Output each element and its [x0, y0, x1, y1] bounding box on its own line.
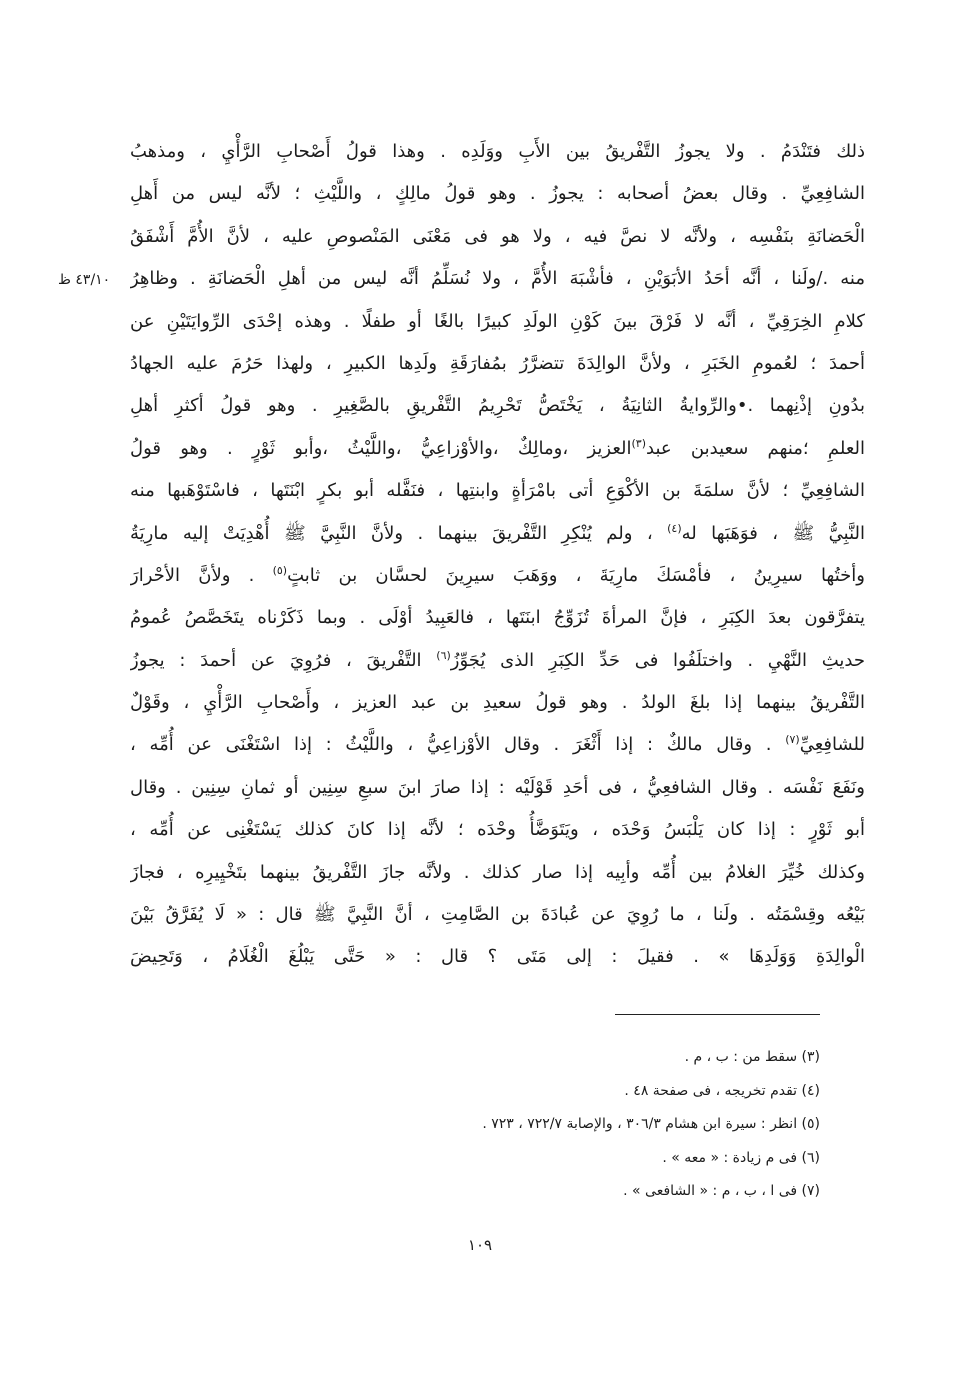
text-line: [130, 513, 865, 555]
text-line: [130, 216, 865, 258]
footnotes: [260, 1041, 820, 1209]
text-line: [130, 385, 865, 427]
line-text: حديثِ النَّهْيِ . واختلَفُوا فى حَدِّ الكِبَرِ الذى يُجَوِّزُ: [450, 649, 865, 671]
line-text: وكذلك خُيِّرَ الغلامُ بين أُمِّه وأبِيه إذا صار كذلك . ولأنَّه جازَ التَّفْريقُ بينهما بتَخْيِيرِه ، فجازَ: [130, 861, 865, 883]
page-number: ١٠٩: [467, 1236, 493, 1254]
text-line: [130, 894, 865, 936]
line-text: للشافِعِيِّ: [799, 734, 865, 756]
text-line: [130, 597, 865, 639]
margin-note: ٤٣/١٠ ظ: [58, 272, 111, 288]
text-line: [130, 428, 865, 470]
line-text: أحمدَ ؛ لعُمومِ الخَبَرِ ، ولأنَّ الوالِدَةَ تتضرَّرُ بمُفارَقَةِ ولَدِها الكبيرِ ، ولهذا حَرُمَ عليه الجهادُ: [130, 352, 865, 374]
text-line: [130, 682, 865, 724]
main-text-block: [130, 131, 865, 979]
text-line: [130, 852, 865, 894]
text-line: [130, 131, 865, 173]
text-line: [130, 343, 865, 385]
footnote: (٣) سقط من : ب ، م .: [684, 1049, 820, 1065]
line-text: يتفرَّقون بعدَ الكِبَرِ ، فإنَّ المرأةَ تُزَوِّجُ ابنَتَها ، فالعَبِيدُ أوْلَى . وبما ذَكَرْناه يتَخَصَّصُ عُمومُ: [130, 607, 865, 629]
line-text: ، ولم يُنْكِرِ التَّفْريقَ بينهما . ولأنَّ النَّبِيَّ ﷺ أُهْدِيَتْ إليه مارِيَةُ: [130, 522, 668, 544]
line-text: بدُونِ إذْنِهما .•والرِّوايةُ الثانِيَةُ ، يَخْتَصُّ تَحْرِيمُ التَّفْريقِ بالصَّغِيرِ . وهو قولُ أكثرِ أهلِ: [130, 395, 865, 417]
line-text: بَيْعُه وقِسْمَتُه . ولَنا ، ما رُوِيَ عن عُبادَةَ بن الصَّامِتِ ، أنَّ النَّبِيَّ ﷺ قال : « لَا يُفَرَّقُ بَيْنَ: [130, 904, 865, 926]
line-text: منه ./ولَنا ، أنَّه أحَدُ الأبَوَيْنِ ، فأشْبَهَ الأُمَّ ، ولا نُسَلِّمُ أنَّه ليس من أهلِ الْحَضانَةِ . وظاهِرُ: [130, 268, 865, 290]
footnote: (٥) انظر : سيرة ابن هشام ٣٠٦/٣ ، والإصابة ٧٢٢/٧ ، ٧٢٣ .: [482, 1116, 820, 1132]
line-text: العلمِ ؛منهم سعيدبن عبد: [646, 437, 865, 459]
footnote: (٦) فى م زيادة : « معه » .: [662, 1149, 820, 1166]
footnote-reference: (٦): [436, 648, 451, 662]
text-line: [130, 173, 865, 215]
line-text: ذلك فتَنْدَمُ . ولا يجوزُ التَّفْريقُ بين الأَبِ ووَلَدِه . وهذا قولُ أَصْحابِ الرَّأْيِ ، ومذهبُ: [130, 141, 865, 162]
line-text: الشافِعِيِّ ؛ لأنَّ سلمَةَ بن الأكْوَعِ أتى بامْرَأةٍ وابنتِها ، فنَفَّله أبو بكرٍ ابْنَتَها ، فاسْتَوْهَبها منه: [130, 480, 865, 502]
text-line: [130, 301, 865, 343]
line-text: أبو ثَوْرٍ : إذا كان يَلْبَسُ وَحْدَه ، ويَتَوَضَّأُ وحْدَه ؛ لأنَّه إذا كانَ كذلك يَسْتَغْنِى عن أُمِّه ،: [130, 819, 865, 841]
line-text: وأختُها سيرِينُ ، فأمْسَكَ مارِيَةَ ، ووَهَبَ سيرِينَ لحسَّان بن ثابتٍ: [287, 564, 865, 586]
line-text: التَّفْريقُ بينهما إذا بلغَ الولدُ . وهو قولُ سعيدِ بن عبد العزيز ، وأَصْحابِ الرَّأْيِ ، وقَوْلٌ: [130, 692, 865, 714]
line-text: الْوالِدَةِ وَوَلَدِهَا » . فقيلَ : إلى مَتَى ؟ قال : « حَتَّى يَبْلُغَ الْغُلَامُ ، وَتَحِيضَ: [130, 946, 865, 968]
line-text: العزيز ،ومالِكٌ ،والأوْزاعِيُّ ،واللَّيْثُ ،وأبو ثَوْرٍ . وهو قولُ: [130, 437, 632, 459]
line-text: . وقال مالكٌ : إذا أَثْغَرَ . وقال الأوْزاعِيُّ ، واللَّيْثُ : إذا اسْتَغْنَى عن أُمِّه ،: [130, 734, 786, 756]
footnote-reference: (٥): [272, 563, 288, 577]
text-line: [130, 258, 865, 300]
footnote-reference: (٧): [785, 733, 800, 747]
footnote-reference: (٤): [667, 521, 682, 535]
line-text: . ولأنَّ الأحْرارَ: [130, 564, 273, 586]
text-line: [130, 767, 865, 809]
line-text: التَّفْريقَ ، فرُوِيَ عن أحمدَ : يجوزُ: [130, 649, 437, 671]
line-text: النَّبِيُّ ﷺ ، فوَهَبَها له: [681, 522, 865, 544]
text-line: [130, 555, 865, 597]
line-text: كلامِ الخِرَقِيِّ ، أنَّه لا فَرْقَ بينَ كَوْنِ الولَدِ كبيرًا بالغًا أو طفلًا . وهذه إحْدَى الرِّوايَتَيْنِ عن: [130, 310, 865, 332]
line-text: الشافِعِيِّ . وقال بعضُ أصحابه : يجوزُ . وهو قولُ مالِكٍ ، واللَّيْثِ ؛ لأنَّه ليس من أَهلِ: [130, 183, 865, 205]
text-line: [130, 809, 865, 851]
line-text: ونَفَعَ نَفْسَه . وقال الشافعِيُّ ، فى أحَدِ قَوْلَيْه : إذا صارَ ابنَ سبعِ سِنِين أو ثمانِ سِنِين . وقال: [130, 776, 865, 798]
footnote-reference: (٣): [631, 436, 647, 450]
line-text: الْحَضانَةِ بنَفْسِه ، ولأنَّه لا نصَّ فيه ، ولا هو فى مَعْنَى المَنْصوصِ عليه ، لأنَّ الأُمَّ أَشْفَقُ: [130, 225, 865, 247]
text-line: [130, 640, 865, 682]
text-line: [130, 470, 865, 512]
footnote: (٤) تقدم تخريجه ، فى صفحة ٤٨ .: [624, 1082, 820, 1099]
footnote-separator: [615, 1014, 820, 1015]
text-line: [130, 724, 865, 766]
footnote: (٧) فى ا ، ب ، م : « الشافعى » .: [623, 1183, 820, 1199]
text-line: [130, 936, 865, 978]
